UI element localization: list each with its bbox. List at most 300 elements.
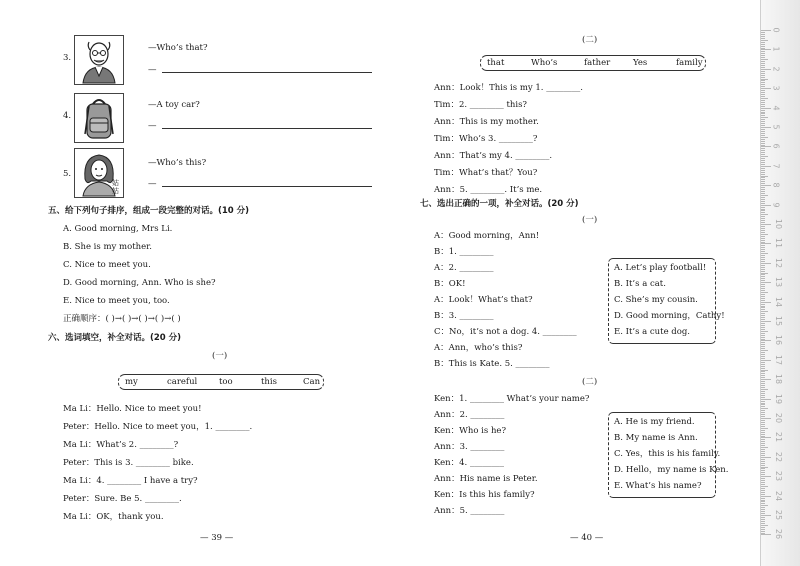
ruler-tick <box>761 313 765 314</box>
ruler-tick <box>761 523 765 524</box>
ruler-tick <box>761 210 765 211</box>
ruler-tick <box>761 251 765 252</box>
dialog-line: Tim：What’s that？You? <box>434 168 538 178</box>
ruler-tick <box>761 494 765 495</box>
ruler-tick <box>761 214 768 215</box>
sentence-b: B. She is my mother. <box>63 242 152 252</box>
ruler-label: 20 <box>774 412 784 424</box>
ruler-tick <box>761 344 765 345</box>
ruler-tick <box>761 385 765 386</box>
dialog-line: B：OK! <box>434 279 466 289</box>
ruler-tick <box>761 498 765 499</box>
ruler-tick <box>761 284 765 285</box>
ruler-tick <box>761 335 765 336</box>
picture-label: 姑姑 <box>112 179 119 196</box>
ruler-tick <box>761 511 765 512</box>
old-man-icon <box>74 35 124 85</box>
section-7-part-2-label: (二) <box>582 377 598 387</box>
answer-line[interactable] <box>162 72 372 73</box>
ruler-tick <box>761 240 765 241</box>
word-bank-word: father <box>584 58 611 68</box>
ruler-tick <box>761 48 765 49</box>
ruler-tick <box>761 100 765 101</box>
ruler-tick <box>761 77 765 78</box>
ruler-tick <box>761 418 771 419</box>
dialog-line: A：Good morning，Ann! <box>434 231 540 241</box>
ruler-tick <box>761 203 765 204</box>
ruler-tick <box>761 488 765 489</box>
ruler-tick <box>761 112 765 113</box>
ruler-tick <box>761 273 768 274</box>
ruler-tick <box>761 207 765 208</box>
ruler-tick <box>761 110 765 111</box>
ruler-label: 15 <box>774 315 784 327</box>
ruler-label: 25 <box>774 509 784 521</box>
ruler-tick <box>761 61 765 62</box>
ruler-tick <box>761 397 765 398</box>
options-box-2 <box>608 412 729 498</box>
dialog-line: Peter：This is 3. ________ bike. <box>63 458 194 468</box>
ruler-tick <box>761 199 765 200</box>
dialog-line: A：2. ________ <box>434 263 494 273</box>
ruler-tick <box>761 117 768 118</box>
ruler-tick <box>761 230 765 231</box>
ruler-tick <box>761 276 765 277</box>
ruler-label: 17 <box>774 354 784 365</box>
ruler-tick <box>761 416 765 417</box>
option: D. Hello，my name is Ken. <box>614 465 729 475</box>
ruler-tick <box>761 179 765 180</box>
ruler-tick <box>761 375 765 376</box>
ruler-tick <box>761 333 765 334</box>
section-7-part-1-label: (一) <box>582 215 598 225</box>
ruler-tick <box>761 517 765 518</box>
option: E. What’s his name? <box>614 481 702 491</box>
dialog-line: Ma Li：4. ________ I have a try? <box>63 476 198 486</box>
ruler-tick <box>761 288 765 289</box>
ruler-tick <box>761 426 765 427</box>
ruler-tick <box>761 496 771 497</box>
ruler-tick <box>761 156 768 157</box>
ruler-tick <box>761 269 765 270</box>
ruler-tick <box>761 133 765 134</box>
ruler-tick <box>761 315 765 316</box>
ruler-tick <box>761 168 765 169</box>
item-question: —Who’s that? <box>148 43 208 53</box>
ruler-label: 10 <box>774 218 784 230</box>
section-6-part-1-label: (一) <box>212 351 228 361</box>
ruler-tick <box>761 505 768 506</box>
dialog-line: Ann：Look！This is my 1. ________. <box>434 83 583 93</box>
ruler-tick <box>761 187 765 188</box>
ruler-tick <box>761 459 765 460</box>
option: D. Good morning，Cathy! <box>614 311 725 321</box>
ruler-tick <box>761 362 765 363</box>
dialog-line: Ann：5. ________. It’s me. <box>434 185 543 195</box>
ruler-tick <box>761 152 765 153</box>
ruler-tick <box>761 106 765 107</box>
ruler-tick <box>761 472 765 473</box>
ruler-tick <box>761 513 765 514</box>
answer-line[interactable] <box>162 186 372 187</box>
ruler-tick <box>761 257 765 258</box>
ruler-tick <box>761 525 768 526</box>
ruler-tick <box>761 197 765 198</box>
dialog-line: Tim：Who’s 3. ________? <box>434 134 538 144</box>
ruler-tick <box>761 434 765 435</box>
ruler-tick <box>761 451 765 452</box>
dialog-line: Ken：Is this his family? <box>434 490 535 500</box>
ruler-tick <box>761 75 765 76</box>
ruler-tick <box>761 79 768 80</box>
ruler-tick <box>761 172 765 173</box>
dialog-line: Ma Li：Hello. Nice to meet you! <box>63 404 202 414</box>
ruler-tick <box>761 529 765 530</box>
ruler-tick <box>761 443 765 444</box>
ruler-tick <box>761 490 765 491</box>
ruler-tick <box>761 294 765 295</box>
ruler-tick <box>761 242 765 243</box>
ruler-tick <box>761 209 765 210</box>
ruler-tick <box>761 430 765 431</box>
options-box-1 <box>608 258 725 344</box>
ruler-tick <box>761 521 765 522</box>
ruler-tick <box>761 236 765 237</box>
ruler-tick <box>761 80 765 81</box>
ruler-tick <box>761 102 765 103</box>
order-answer-blanks[interactable]: 正确顺序：( )→( )→( )→( )→( ) <box>63 314 181 324</box>
ruler-tick <box>761 480 765 481</box>
ruler-tick <box>761 40 768 41</box>
item-number: 4. <box>63 111 72 121</box>
ruler-tick <box>761 356 765 357</box>
part-2-label: (二) <box>582 35 598 45</box>
ruler-tick <box>761 263 771 264</box>
page-number: — 39 — <box>200 533 234 543</box>
ruler-tick <box>761 131 765 132</box>
ruler-label: 18 <box>774 374 784 385</box>
option: B. It’s a cat. <box>614 279 666 289</box>
ruler-tick <box>761 265 765 266</box>
ruler-label: 19 <box>774 393 784 404</box>
word-bank-word: this <box>261 377 277 387</box>
ruler-tick <box>761 366 765 367</box>
ruler-tick <box>761 164 765 165</box>
dialog-line: A：Ann，who’s this? <box>434 343 523 353</box>
dialog-line: Tim：2. ________ this? <box>434 100 527 110</box>
ruler-tick <box>761 34 765 35</box>
word-bank-word: careful <box>167 377 198 387</box>
ruler-label: 26 <box>774 529 784 540</box>
ruler-tick <box>761 302 771 303</box>
ruler-tick <box>761 181 765 182</box>
ruler-tick <box>761 319 765 320</box>
ruler-tick <box>761 364 765 365</box>
ruler-tick <box>761 422 765 423</box>
section-7-title: 七、选出正确的一项，补全对话。(20 分) <box>420 199 579 209</box>
ruler-tick <box>761 500 765 501</box>
ruler-tick <box>761 38 765 39</box>
ruler-tick <box>761 73 765 74</box>
dialog-line: Ann：3. ________ <box>434 442 505 452</box>
ruler-tick <box>761 247 765 248</box>
ruler-tick <box>761 373 765 374</box>
ruler-tick <box>761 391 765 392</box>
ruler-tick <box>761 69 771 70</box>
sentence-e: E. Nice to meet you, too. <box>63 296 170 306</box>
sentence-c: C. Nice to meet you. <box>63 260 151 270</box>
ruler-tick <box>761 108 771 109</box>
ruler-tick <box>761 340 771 341</box>
ruler-tick <box>761 177 765 178</box>
ruler-tick <box>761 115 765 116</box>
section-5-title: 五、给下列句子排序，组成一段完整的对话。(10 分) <box>48 206 250 216</box>
item-question: —Who’s this? <box>148 158 207 168</box>
ruler-tick <box>761 377 765 378</box>
ruler-tick <box>761 346 765 347</box>
ruler-tick <box>761 436 765 437</box>
ruler-tick <box>761 57 765 58</box>
ruler-tick <box>761 476 771 477</box>
ruler <box>760 0 800 566</box>
ruler-tick <box>761 401 765 402</box>
ruler-tick <box>761 46 765 47</box>
aunt-icon <box>74 148 124 198</box>
right-page <box>400 0 760 566</box>
ruler-tick <box>761 193 765 194</box>
ruler-tick <box>761 501 765 502</box>
ruler-tick <box>761 354 765 355</box>
ruler-tick <box>761 253 768 254</box>
ruler-tick <box>761 329 765 330</box>
ruler-label: 13 <box>774 277 784 288</box>
ruler-tick <box>761 455 765 456</box>
page-number: — 40 — <box>570 533 604 543</box>
ruler-tick <box>761 395 765 396</box>
backpack-icon <box>74 93 124 143</box>
ruler-tick <box>761 55 765 56</box>
ruler-tick <box>761 222 765 223</box>
dialog-line: Ken：1. ________ What’s your name? <box>434 394 590 404</box>
ruler-tick <box>761 148 765 149</box>
dialog-line: Ma Li：OK，thank you. <box>63 512 164 522</box>
item-number: 3. <box>63 53 72 63</box>
dialog-line: Peter：Sure. Be 5. ________. <box>63 494 182 504</box>
ruler-label: 16 <box>774 335 784 346</box>
ruler-tick <box>761 94 765 95</box>
ruler-tick <box>761 412 765 413</box>
ruler-tick <box>761 267 765 268</box>
ruler-tick <box>761 509 765 510</box>
word-bank-2 <box>480 55 706 71</box>
ruler-tick <box>761 259 765 260</box>
ruler-tick <box>761 399 771 400</box>
ruler-tick <box>761 143 765 144</box>
ruler-tick <box>761 113 765 114</box>
ruler-tick <box>761 226 765 227</box>
ruler-tick <box>761 339 765 340</box>
sentence-d: D. Good morning, Ann. Who is she? <box>63 278 216 288</box>
ruler-tick <box>761 166 771 167</box>
ruler-tick <box>761 533 765 534</box>
ruler-label: 11 <box>774 238 784 249</box>
ruler-tick <box>761 88 771 89</box>
ruler-tick <box>761 309 765 310</box>
word-bank-word: that <box>487 58 505 68</box>
ruler-tick <box>761 393 765 394</box>
dialog-line: C：No，it’s not a dog. 4. ________ <box>434 327 577 337</box>
ruler-tick <box>761 474 765 475</box>
ruler-tick <box>761 224 771 225</box>
ruler-tick <box>761 432 765 433</box>
ruler-tick <box>761 245 765 246</box>
ruler-tick <box>761 441 765 442</box>
ruler-tick <box>761 467 768 468</box>
ruler-tick <box>761 92 765 93</box>
ruler-tick <box>761 404 765 405</box>
ruler-tick <box>761 104 765 105</box>
ruler-tick <box>761 234 768 235</box>
ruler-tick <box>761 358 765 359</box>
ruler-tick <box>761 468 765 469</box>
word-bank-word: Who’s <box>531 58 558 68</box>
ruler-tick <box>761 348 765 349</box>
dialog-line: Ann：His name is Peter. <box>434 474 538 484</box>
dialog-line: B：1. ________ <box>434 247 494 257</box>
ruler-tick <box>761 189 765 190</box>
ruler-tick <box>761 191 765 192</box>
ruler-tick <box>761 141 765 142</box>
ruler-tick <box>761 135 765 136</box>
ruler-tick <box>761 461 765 462</box>
ruler-tick <box>761 482 765 483</box>
ruler-tick <box>761 150 765 151</box>
ruler-tick <box>761 232 765 233</box>
ruler-tick <box>761 154 765 155</box>
ruler-tick <box>761 53 765 54</box>
ruler-tick <box>761 36 765 37</box>
ruler-tick <box>761 463 765 464</box>
ruler-tick <box>761 261 765 262</box>
ruler-tick <box>761 449 765 450</box>
ruler-tick <box>761 424 765 425</box>
ruler-tick <box>761 42 765 43</box>
dialog-line: Ann：That’s my 4. ________. <box>434 151 553 161</box>
ruler-tick <box>761 185 771 186</box>
ruler-tick <box>761 123 765 124</box>
ruler-tick <box>761 30 771 31</box>
ruler-tick <box>761 160 765 161</box>
ruler-label: 4 <box>771 105 781 111</box>
ruler-label: 5 <box>771 124 781 130</box>
ruler-tick <box>761 317 765 318</box>
ruler-tick <box>761 306 765 307</box>
ruler-label: 0 <box>771 27 781 33</box>
ruler-tick <box>761 280 765 281</box>
ruler-label: 23 <box>774 471 784 482</box>
ruler-tick <box>761 371 765 372</box>
ruler-tick <box>761 445 765 446</box>
dialog-line: B：3. ________ <box>434 311 494 321</box>
answer-line[interactable] <box>162 128 372 129</box>
ruler-label: 12 <box>774 257 784 268</box>
ruler-tick <box>761 342 765 343</box>
ruler-tick <box>761 389 768 390</box>
ruler-tick <box>761 331 768 332</box>
ruler-tick <box>761 145 765 146</box>
ruler-tick <box>761 428 768 429</box>
ruler-tick <box>761 381 765 382</box>
ruler-tick <box>761 420 765 421</box>
ruler-tick <box>761 515 771 516</box>
ruler-label: 21 <box>774 432 784 443</box>
ruler-tick <box>761 255 765 256</box>
ruler-tick <box>761 410 765 411</box>
ruler-tick <box>761 228 765 229</box>
ruler-label: 8 <box>771 182 781 188</box>
ruler-tick <box>761 484 765 485</box>
answer-prefix: — <box>148 121 157 131</box>
ruler-tick <box>761 218 765 219</box>
option: C. Yes，this is his family. <box>614 449 721 459</box>
ruler-tick <box>761 453 765 454</box>
ruler-tick <box>761 274 765 275</box>
option: B. My name is Ann. <box>614 433 698 443</box>
ruler-label: 6 <box>771 143 781 149</box>
ruler-tick <box>761 271 765 272</box>
ruler-tick <box>761 325 765 326</box>
ruler-tick <box>761 44 765 45</box>
ruler-tick <box>761 71 765 72</box>
ruler-tick <box>761 174 765 175</box>
ruler-label: 22 <box>774 451 784 462</box>
dialog-line: Ann：This is my mother. <box>434 117 539 127</box>
dialog-line: Peter：Hello. Nice to meet you，1. ________. <box>63 422 253 432</box>
word-bank-word: too <box>219 377 233 387</box>
dialog-line: B：This is Kate. 5. ________ <box>434 359 550 369</box>
ruler-tick <box>761 296 765 297</box>
ruler-tick <box>761 519 765 520</box>
ruler-tick <box>761 249 765 250</box>
ruler-tick <box>761 59 768 60</box>
ruler-tick <box>761 195 768 196</box>
ruler-tick <box>761 158 765 159</box>
sentence-a: A. Good morning, Mrs Li. <box>63 224 173 234</box>
ruler-tick <box>761 437 771 438</box>
ruler-tick <box>761 321 771 322</box>
ruler-label: 14 <box>774 296 784 307</box>
ruler-tick <box>761 298 765 299</box>
ruler-tick <box>761 162 765 163</box>
ruler-tick <box>761 383 765 384</box>
ruler-label: 1 <box>771 46 781 52</box>
ruler-tick <box>761 49 771 50</box>
ruler-tick <box>761 465 765 466</box>
dialog-line: Ann：2. ________ <box>434 410 505 420</box>
ruler-tick <box>761 531 765 532</box>
ruler-tick <box>761 65 765 66</box>
ruler-tick <box>761 90 765 91</box>
ruler-label: 7 <box>771 163 781 169</box>
ruler-tick <box>761 125 765 126</box>
word-bank-word: my <box>125 377 138 387</box>
ruler-tick <box>761 243 771 244</box>
ruler-label: 2 <box>771 66 781 72</box>
ruler-tick <box>761 129 765 130</box>
ruler-tick <box>761 63 765 64</box>
ruler-tick <box>761 67 765 68</box>
ruler-tick <box>761 137 768 138</box>
